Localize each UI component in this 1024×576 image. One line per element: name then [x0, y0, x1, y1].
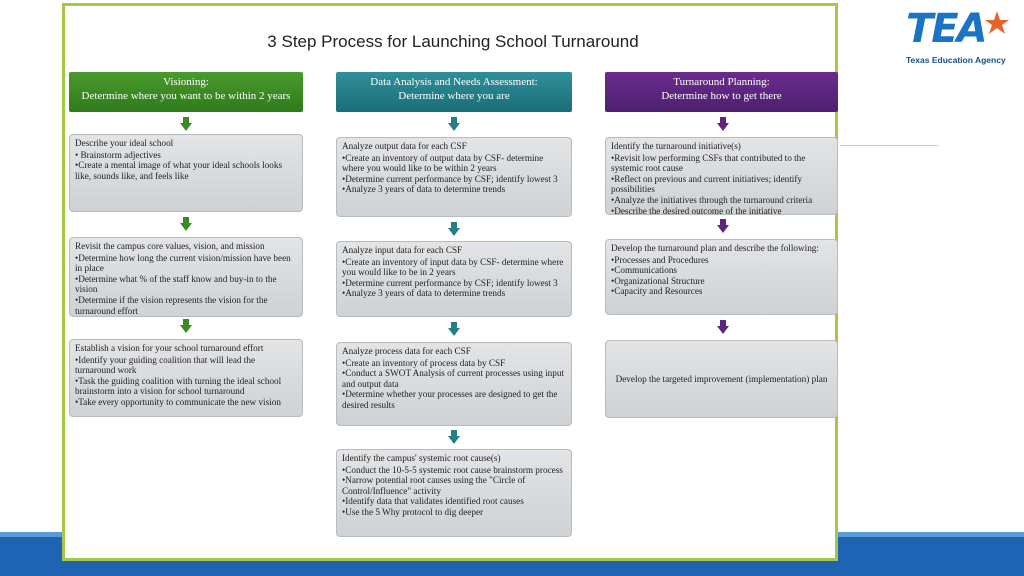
step-bullet: •Narrow potential root causes using the "Circle of Control/Influence" activity [342, 475, 526, 496]
diagram-frame [62, 3, 838, 561]
step-bullet: •Communications [611, 265, 677, 276]
flow-arrow-icon [180, 319, 192, 333]
tea-logo [902, 8, 1018, 70]
flow-arrow-icon [717, 320, 729, 334]
flow-arrow-icon [448, 222, 460, 236]
step-bullet: •Take every opportunity to communicate the new vision [75, 396, 281, 407]
step-title: Analyze process data for each CSF [342, 346, 471, 356]
header-title: Visioning: [163, 76, 209, 88]
step-bullet: •Determine current performance by CSF; identify lowest 3 [342, 277, 558, 288]
step-bullet: •Create an inventory of process data by CSF [342, 357, 506, 368]
step-title: Establish a vision for your school turnaround effort [75, 343, 264, 353]
turnaround-planning-header [605, 72, 838, 112]
step-bullet: •Determine current performance by CSF; identify lowest 3 [342, 173, 558, 184]
step-title: Develop the targeted improvement (implementation) plan [615, 373, 828, 384]
step-bullet: •Organizational Structure [611, 275, 705, 286]
planning-step-2 [605, 239, 838, 315]
flow-arrow-icon [448, 430, 460, 444]
step-bullet: •Identify data that validates identified root causes [342, 496, 524, 507]
logo-text: TEA [906, 6, 986, 52]
step-bullet: •Create a mental image of what your ideal schools looks like, sounds like, and feels like [75, 160, 283, 181]
step-bullet: •Processes and Procedures [611, 254, 709, 265]
visioning-step-2 [69, 237, 303, 317]
visioning-header [69, 72, 303, 112]
step-bullet: • Brainstorm adjectives [75, 149, 161, 160]
step-bullet: •Revisit low performing CSFs that contributed to the systemic root cause [611, 152, 806, 174]
step-title: Analyze output data for each CSF [342, 141, 467, 151]
step-bullet: •Create an inventory of output data by CSF- determine where you would like to be within 2 years [342, 152, 544, 174]
step-title: Develop the turnaround plan and describe the following: [611, 243, 819, 253]
step-bullet: •Analyze 3 years of data to determine trends [342, 288, 506, 299]
header-subtitle: Determine how to get there [661, 90, 782, 102]
step-bullet: •Determine whether your processes are designed to get the desired results [342, 389, 558, 410]
visioning-step-3 [69, 339, 303, 417]
data-analysis-header [336, 72, 572, 112]
step-bullet: •Identify your guiding coalition that will lead the turnaround work [75, 354, 256, 376]
step-title: Identify the turnaround initiative(s) [611, 141, 741, 151]
step-bullet: •Use the 5 Why protocol to dig deeper [342, 506, 484, 517]
step-title: Identify the campus' systemic root cause(s) [342, 453, 501, 463]
diagram-title: 3 Step Process for Launching School Turnaround [267, 32, 639, 51]
flow-arrow-icon [448, 117, 460, 131]
header-subtitle: Determine where you want to be within 2 years [81, 90, 291, 102]
step-bullet: •Capacity and Resources [611, 286, 703, 297]
data-analysis-step-2 [336, 241, 572, 317]
flow-arrow-icon [717, 117, 729, 131]
step-title: Revisit the campus core values, vision, and mission [75, 241, 265, 251]
step-bullet: •Determine if the vision represents the vision for the turnaround effort [75, 294, 268, 316]
data-analysis-step-3 [336, 342, 572, 426]
header-title: Turnaround Planning: [673, 76, 770, 88]
flow-arrow-icon [180, 117, 192, 131]
data-analysis-step-4 [336, 449, 572, 537]
logo-subtitle: Texas Education Agency [906, 55, 1006, 65]
visioning-step-1 [69, 134, 303, 212]
flow-arrow-icon [717, 219, 729, 233]
planning-step-3 [605, 340, 838, 418]
step-bullet: •Task the guiding coalition with turning the ideal school brainstorm into a vision for school turnaround [75, 375, 282, 397]
step-bullet: •Reflect on previous and current initiatives; identify possibilities [611, 173, 802, 195]
step-title: Analyze input data for each CSF [342, 245, 463, 255]
step-bullet: •Determine how long the current vision/mission have been in place [75, 252, 291, 274]
step-bullet: •Describe the desired outcome of the initiative [611, 205, 782, 215]
step-title: Describe your ideal school [75, 138, 174, 148]
divider-line [840, 145, 938, 146]
data-analysis-step-1 [336, 137, 572, 217]
planning-step-1 [605, 137, 838, 215]
step-bullet: •Determine what % of the staff know and buy-in to the vision [75, 273, 277, 295]
header-title: Data Analysis and Needs Assessment: [370, 76, 538, 88]
step-bullet: •Analyze 3 years of data to determine trends [342, 184, 506, 195]
header-subtitle: Determine where you are [398, 90, 510, 102]
step-bullet: •Create an inventory of input data by CSF- determine where you would like to be in 2 years [342, 256, 564, 278]
step-bullet: •Analyze the initiatives through the turnaround criteria [611, 194, 813, 205]
step-bullet: •Conduct the 10-5-5 systemic root cause brainstorm process [342, 464, 563, 475]
flow-arrow-icon [448, 322, 460, 336]
flow-arrow-icon [180, 217, 192, 231]
star-icon [984, 10, 1010, 36]
step-bullet: •Conduct a SWOT Analysis of current processes using input and output data [342, 368, 564, 389]
